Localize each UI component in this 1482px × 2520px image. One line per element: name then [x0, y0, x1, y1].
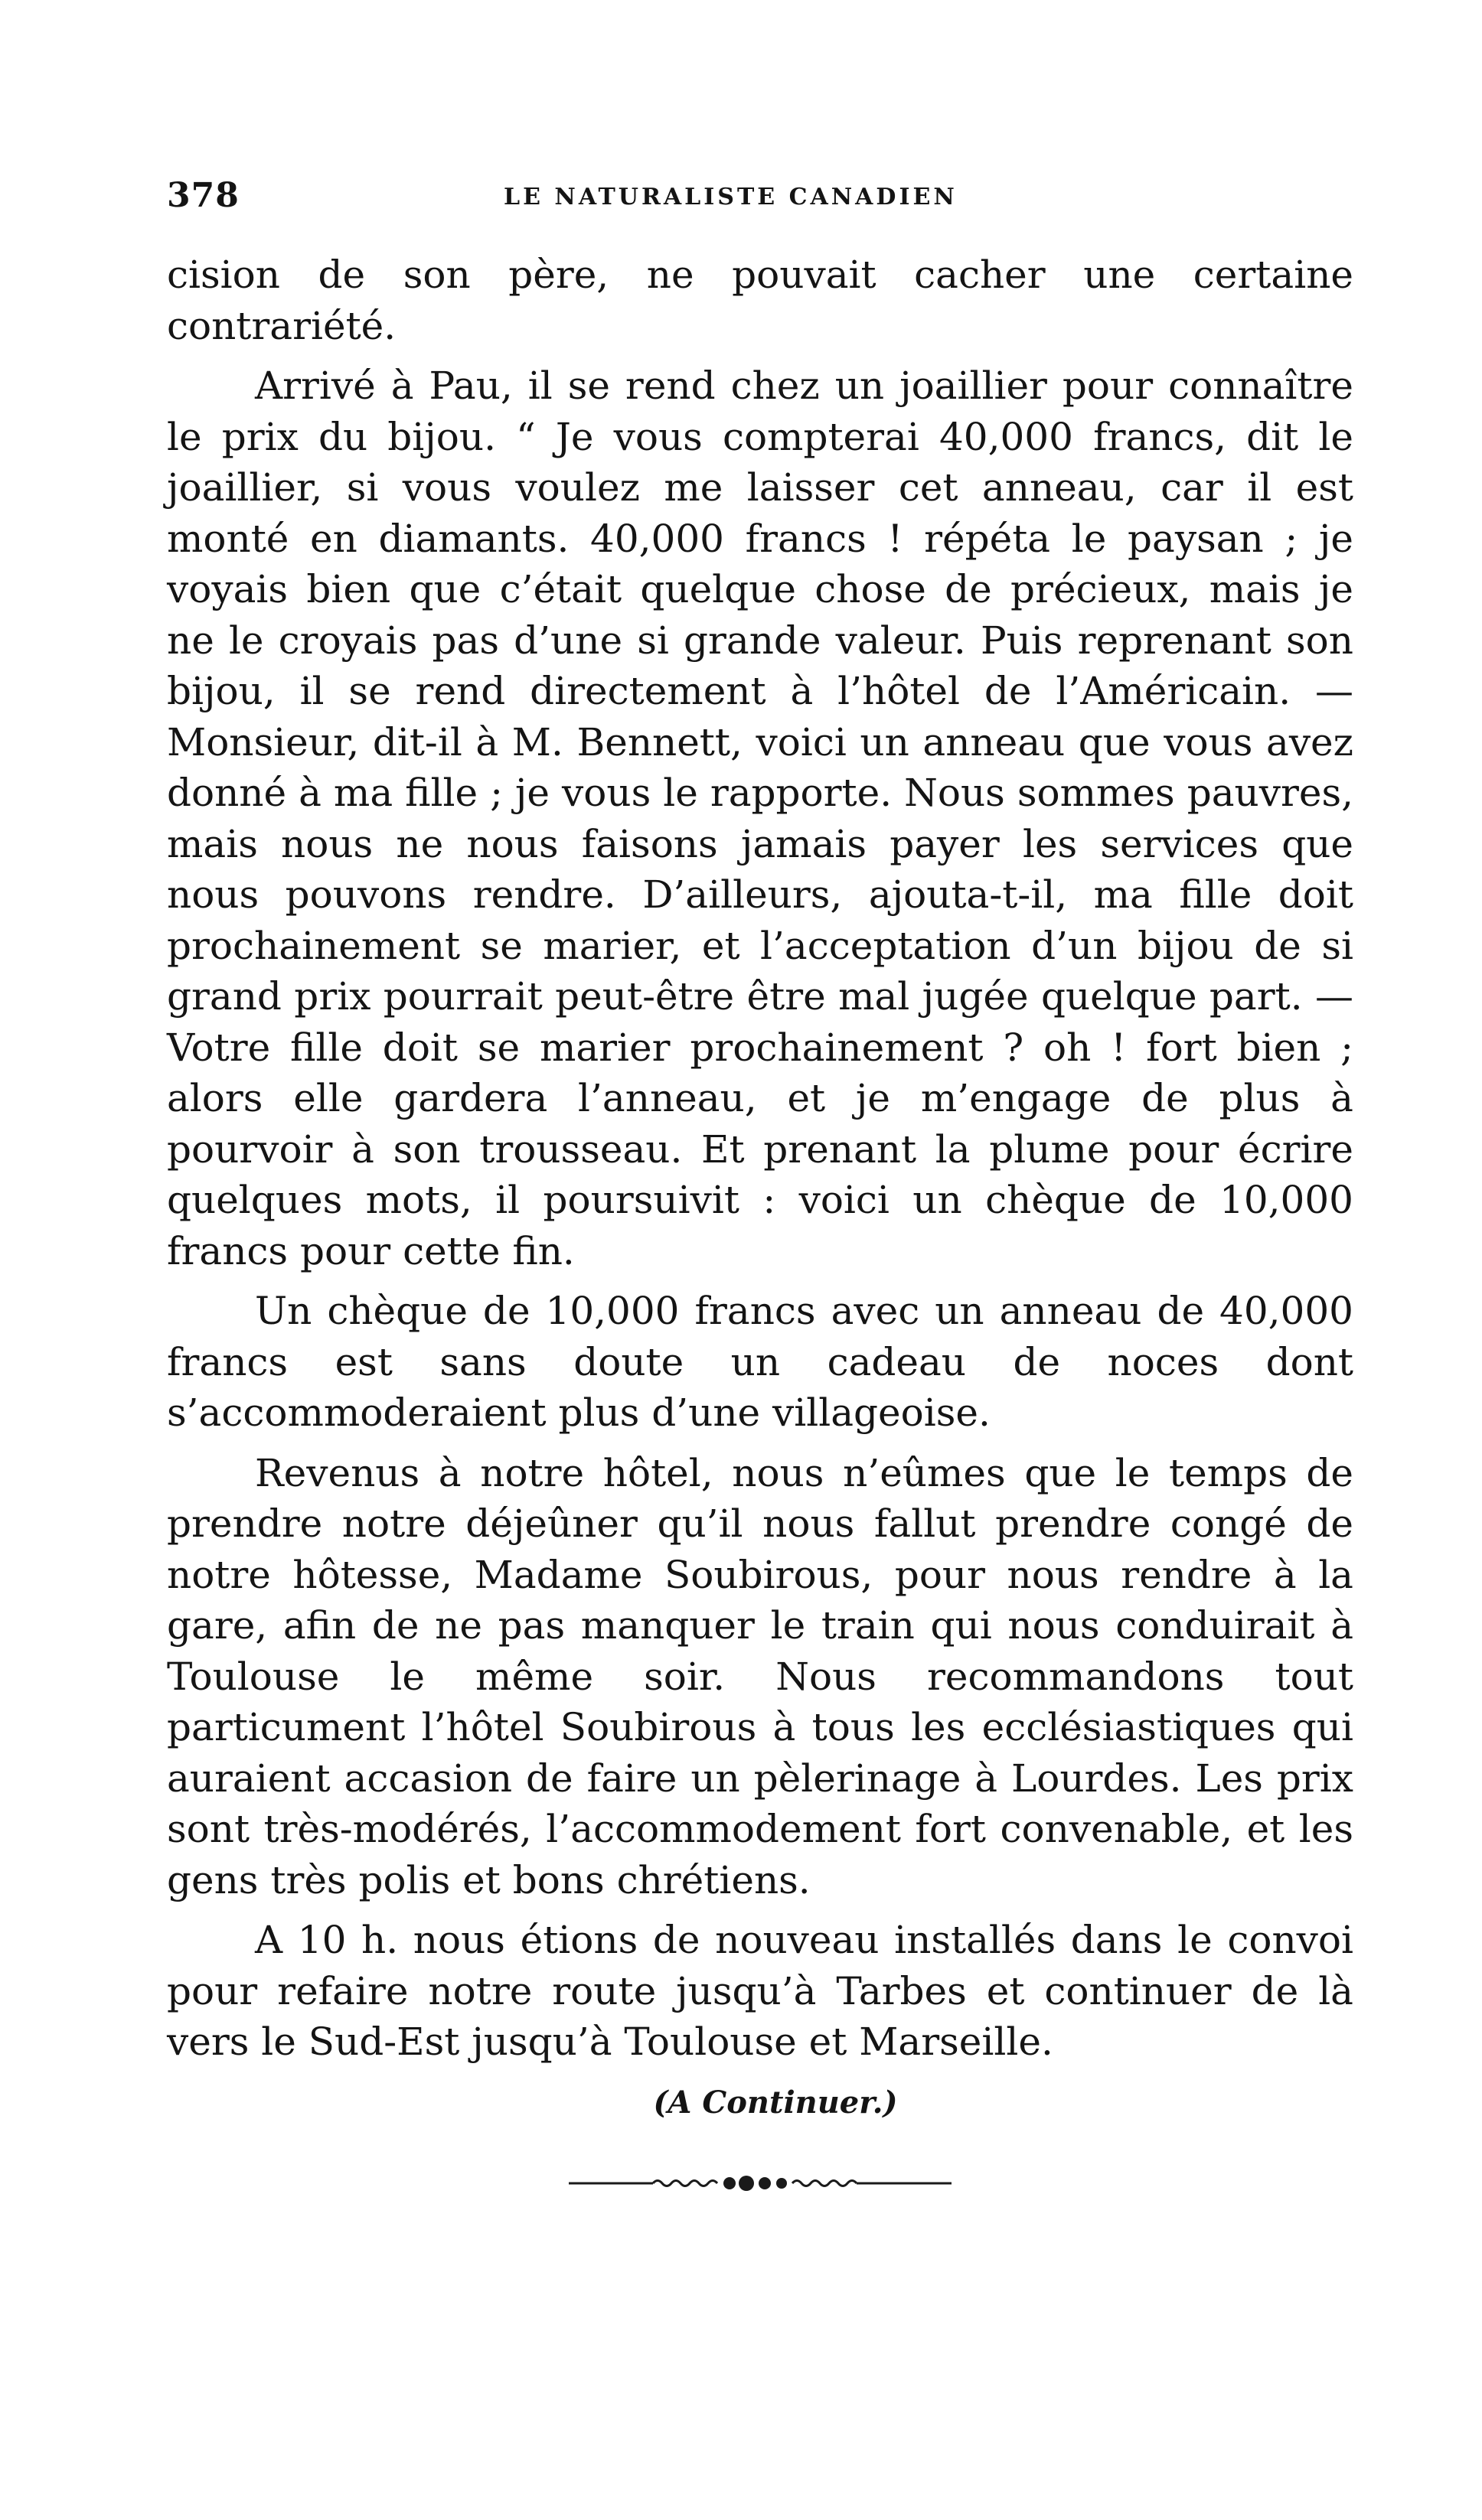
paragraph-continued: cision de son père, ne pouvait cacher une certaine contrariété.	[167, 253, 1353, 348]
page-header	[167, 176, 1353, 230]
body-text	[167, 249, 1353, 2068]
paragraph: Revenus à notre hôtel, nous n’eûmes que le temps de prendre notre déjeûner qu’il nous fallut prendre congé de notre hôtesse, Madame Soubirous, pour nous rendre à la gare, afin de ne pas manquer le train qui nous conduirait à Toulouse le même soir. Nous recommandons tout particument l’hôtel Soubirous à tous les ecclésiastiques qui auraient accasion de faire un pèlerinage à Lourdes. Les prix sont très-modérés, l’accommodement fort convenable, et les gens très polis et bons chrétiens.	[167, 1450, 1353, 1902]
paragraph: Un chèque de 10,000 francs avec un anneau de 40,000 francs est sans doute un cadeau de noces dont s’accommoderaient plus d’une villageoise.	[167, 1289, 1353, 1435]
page-number: 378	[167, 176, 240, 215]
paragraph: Arrivé à Pau, il se rend chez un joaillier pour connaître le prix du bijou. “ Je vous compterai 40,000 francs, dit le joaillier, si vous voulez me laisser cet anneau, car il est monté en diamants. 40,000 francs ! répéta le paysan ; je voyais bien que c’était quelque chose de précieux, mais je ne le croyais pas d’une si grande valeur. Puis reprenant son bijou, il se rend directement à l’hôtel de l’Américain. — Monsieur, dit-il à M. Bennett, voici un anneau que vous avez donné à ma fille ; je vous le rapporte. Nous sommes pauvres, mais nous ne nous faisons jamais payer les services que nous pouvons rendre. D’ailleurs, ajouta-t-il, ma fille doit prochainement se marier, et l’acceptation d’un bijou de si grand prix pourrait peut-être être mal jugée quelque part. — Votre fille doit se marier prochainement ? oh ! fort bien ; alors elle gardera l’anneau, et je m’engage de plus à pourvoir à son trousseau. Et prenant la plume pour écrire quelques mots, il poursuivit : voici un chèque de 10,000 francs pour cette fin.	[167, 363, 1353, 1273]
book-page	[167, 176, 1353, 2192]
paragraph: A 10 h. nous étions de nouveau installés dans le convoi pour refaire notre route jusqu’à Tarbes et continuer de là vers le Sud-Est jusqu’à Toulouse et Marseille.	[167, 1918, 1353, 2064]
running-head: LE NATURALISTE CANADIEN	[504, 184, 958, 210]
decorative-rule-ornament-icon	[569, 2174, 952, 2192]
continuation-note: (A Continuer.)	[653, 2084, 898, 2121]
